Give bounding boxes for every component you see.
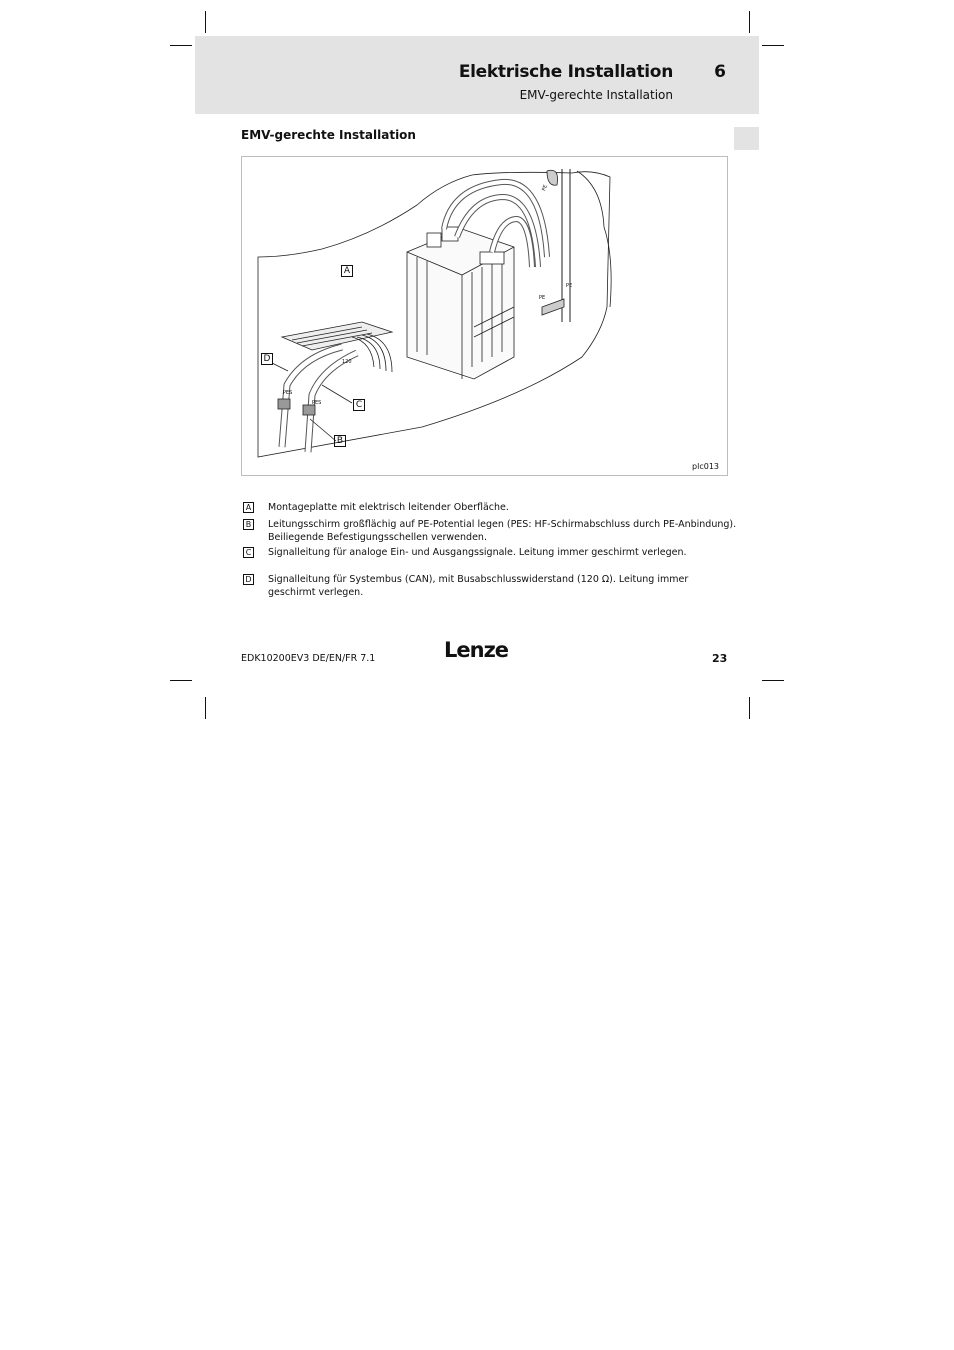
pes-label: PES: [283, 390, 293, 396]
crop-mark: [205, 697, 206, 719]
legend-key: B: [243, 519, 254, 530]
pe-clamp-top: [547, 170, 558, 185]
wall-curve: [577, 171, 611, 307]
crop-mark: [170, 45, 192, 46]
crop-mark: [205, 11, 206, 33]
page-number: 23: [712, 652, 728, 665]
shield-clamp-c: [303, 405, 315, 415]
legend-text: Montageplatte mit elektrisch leitender Oberfläche.: [268, 502, 509, 513]
crop-mark: [749, 11, 750, 33]
callout-c: C: [353, 399, 365, 411]
chapter-subtitle: EMV-gerechte Installation: [519, 88, 673, 102]
callout-d: D: [261, 353, 273, 365]
brand-logo: Lenze: [444, 638, 509, 662]
crop-mark: [762, 680, 784, 681]
legend-key: C: [243, 547, 254, 558]
pe-clamp-mid: [542, 299, 564, 315]
installation-drawing: [242, 157, 727, 475]
chapter-side-tab: [734, 127, 759, 150]
legend-key: A: [243, 502, 254, 513]
pe-label: PE: [539, 295, 546, 301]
legend-text: Signalleitung für analoge Ein- und Ausgangssignale. Leitung immer geschirmt verlegen.: [268, 547, 687, 558]
section-heading: EMV-gerechte Installation: [241, 128, 416, 142]
figure-id: plc013: [692, 462, 719, 471]
legend-key: D: [243, 574, 254, 585]
resistor-label: 120: [342, 359, 352, 365]
chapter-title: Elektrische Installation: [458, 62, 673, 82]
crop-mark: [762, 45, 784, 46]
page-header: [195, 36, 759, 114]
pe-label: PE: [566, 283, 573, 289]
legend-text: Signalleitung für Systembus (CAN), mit Busabschlusswiderstand (120 Ω). Leitung immer geschirmt verlegen.: [268, 574, 689, 598]
pes-label: PES: [312, 400, 322, 406]
installation-figure: [241, 156, 728, 476]
crop-mark: [170, 680, 192, 681]
controller-module: [407, 227, 514, 379]
chapter-number: 6: [714, 62, 726, 82]
shield-clamp-d: [278, 399, 290, 409]
callout-b: B: [334, 435, 346, 447]
footer-doc-code: EDK10200EV3 DE/EN/FR 7.1: [241, 653, 376, 664]
legend-text: Leitungsschirm großflächig auf PE-Potential legen (PES: HF-Schirmabschluss durch PE-Anbindung). Beiliegende Befestigungsschellen verwenden.: [268, 519, 737, 543]
callout-a: A: [341, 265, 353, 277]
pe-label: PE: [541, 184, 549, 192]
crop-mark: [749, 697, 750, 719]
